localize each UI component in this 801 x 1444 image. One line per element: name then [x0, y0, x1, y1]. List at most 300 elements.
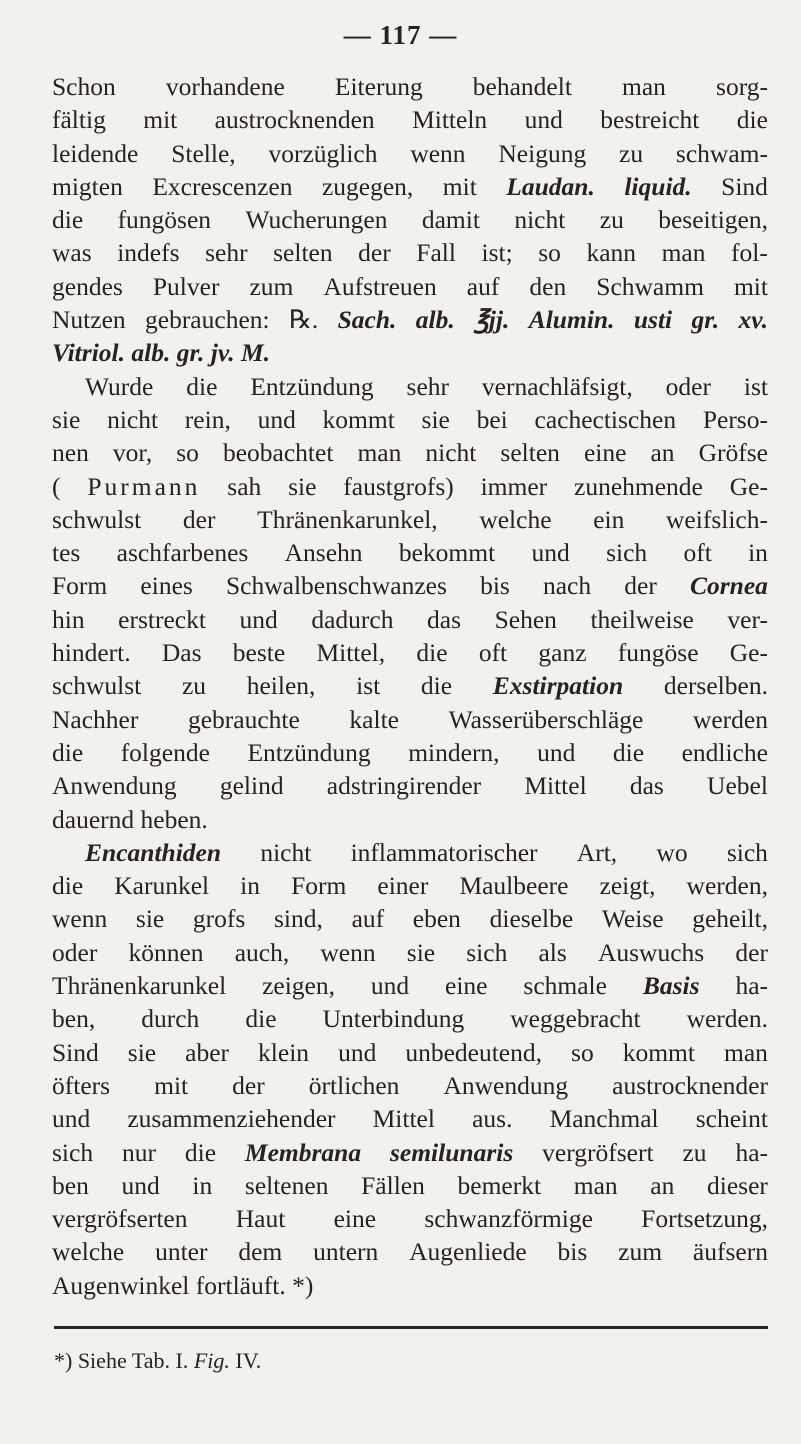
text-line [52, 836, 768, 869]
footnote-marker: *) Siehe Tab. I. [54, 1348, 194, 1373]
word: Laudan. [506, 171, 595, 201]
word: adstringirender [326, 771, 482, 801]
text-line [52, 436, 768, 469]
word: eine [333, 1204, 377, 1234]
word: Haut [235, 1204, 286, 1234]
word: gebrauchen: [145, 305, 270, 335]
word: die [186, 371, 218, 401]
word: sie [288, 471, 317, 501]
word: erstreckt [118, 604, 206, 634]
word: unbedeutend, [405, 1037, 542, 1067]
word: Mitteln [412, 105, 488, 135]
word: cachectischen [534, 404, 677, 434]
word: kalte [349, 704, 399, 734]
word: Art, [576, 837, 618, 867]
word: ganz [538, 638, 587, 668]
word: Schwalbenschwanzes [225, 571, 447, 601]
word: sich [466, 937, 508, 967]
word: ver- [727, 604, 768, 634]
word: mit [442, 171, 477, 201]
word: alb. [415, 305, 455, 335]
word: zu [181, 671, 207, 701]
word: vernachläfsigt, [481, 371, 633, 401]
word: nicht [514, 205, 566, 235]
text-line [52, 403, 768, 436]
word: Schwamm [596, 271, 704, 301]
word: äufsern [692, 1237, 768, 1267]
word: *) [292, 1270, 314, 1300]
word: ℥jj. [474, 305, 510, 335]
word: endliche [681, 737, 768, 767]
word: fungösen [117, 205, 212, 235]
word: die [416, 638, 448, 668]
word: können [128, 937, 204, 967]
text-line [52, 1069, 768, 1102]
word: Schon [52, 72, 116, 101]
word: Karunkel [114, 871, 210, 901]
word: beobachtet [222, 438, 334, 468]
word: fältig [52, 105, 106, 135]
text-line [52, 336, 768, 369]
word: als [538, 937, 567, 967]
word: welche [479, 504, 552, 534]
word: alb. [131, 338, 177, 368]
text-line [52, 1002, 768, 1035]
word: weggebracht [510, 1004, 641, 1034]
word: schwanzförmige [424, 1204, 593, 1234]
word: schwam- [675, 138, 768, 168]
word: fol- [731, 238, 768, 268]
word: Weise [601, 904, 664, 934]
text-line [52, 703, 768, 736]
word: das [427, 604, 462, 634]
word: sehr [205, 238, 248, 268]
word: bekommt [398, 538, 496, 568]
text-line [52, 1036, 768, 1069]
word: damit [421, 205, 480, 235]
word: welche [52, 1237, 125, 1267]
word: Wurde [85, 371, 154, 401]
word: ein [593, 504, 625, 534]
page-number: — 117 — [343, 20, 458, 50]
word: ist [356, 671, 381, 701]
word: die [52, 205, 84, 235]
text-line [52, 1169, 768, 1202]
word: die [184, 1137, 217, 1167]
word: auch, [234, 937, 290, 967]
word: Sehen [494, 604, 557, 634]
word: werden [692, 704, 768, 734]
word: sah [227, 471, 262, 501]
word: untern [313, 1237, 379, 1267]
word: der [358, 238, 391, 268]
word: auf [466, 271, 500, 301]
word: und [52, 1104, 91, 1134]
word: Nachher [52, 704, 139, 734]
text-line [52, 203, 768, 236]
word: und [531, 538, 570, 568]
word: Sind [721, 171, 768, 201]
word: ist [743, 371, 768, 401]
word: die [52, 871, 84, 901]
word: Sind [52, 1037, 99, 1067]
word: dem [238, 1237, 283, 1267]
word: aus. [472, 1104, 513, 1134]
word: zu [599, 205, 624, 235]
text-line [52, 1235, 768, 1268]
word: zugegen, [321, 171, 414, 201]
word: und [338, 1037, 377, 1067]
footnote-ref: Fig. [193, 1348, 230, 1373]
text-line [52, 303, 768, 336]
word: Ge- [729, 471, 768, 501]
word: vergröfserten [52, 1204, 188, 1234]
word: gebrauchte [187, 704, 300, 734]
word: vergröfsert [542, 1137, 654, 1167]
word: wo [656, 837, 688, 867]
word: zunehmende [574, 471, 703, 501]
word: Form [291, 871, 347, 901]
word: sie [127, 1037, 157, 1067]
word: in [192, 1170, 213, 1200]
word: Uebel [707, 771, 768, 801]
word: sich [606, 538, 648, 568]
word: oder [665, 371, 711, 401]
text-line [52, 536, 768, 569]
word: eines [140, 571, 193, 601]
word: seltenen [244, 1170, 329, 1200]
word: ben [52, 1170, 89, 1200]
word: örtlichen [308, 1070, 400, 1100]
word: Sach. [337, 305, 397, 335]
word: fungöse [617, 638, 699, 668]
word: Thränenkarunkel, [257, 504, 438, 534]
word: einer [377, 871, 429, 901]
word: Alumin. [528, 305, 615, 335]
word: theilweise [590, 604, 694, 634]
word: und [537, 737, 576, 767]
word: werden, [686, 871, 768, 901]
word: das [629, 771, 664, 801]
word: so [571, 1037, 594, 1067]
word: mindern, [408, 737, 500, 767]
word: in [748, 538, 768, 568]
word: durch [141, 1004, 200, 1034]
word: Membrana [244, 1137, 362, 1167]
word: weifslich- [666, 504, 768, 534]
text-line [52, 936, 768, 969]
word: indefs [117, 238, 180, 268]
word: der [232, 1070, 265, 1100]
word: Auswuchs [597, 937, 705, 967]
word: bei [476, 404, 508, 434]
word: Excrescenzen [152, 171, 293, 201]
text-line [52, 769, 768, 802]
word: was [52, 238, 92, 268]
word: beseitigen, [658, 205, 768, 235]
word: Neigung [498, 138, 587, 168]
word: zeigt, [599, 871, 656, 901]
word: dadurch [311, 604, 394, 634]
word: nen [52, 438, 89, 468]
word: klein [258, 1037, 310, 1067]
word: austrocknenden [214, 105, 375, 135]
word: bis [557, 1237, 588, 1267]
word: derselben. [663, 671, 768, 701]
word: so [176, 438, 199, 468]
word: Anwendung [443, 1070, 569, 1100]
text-line [52, 503, 768, 536]
word: sehr [406, 371, 449, 401]
word: auf [351, 904, 385, 934]
footnote [54, 1348, 261, 1374]
word: Manchmal [549, 1104, 659, 1134]
word: bemerkt [457, 1170, 542, 1200]
word: und [370, 971, 410, 1001]
word: wenn [52, 904, 108, 934]
word: beste [232, 638, 286, 668]
word: die [612, 737, 645, 767]
word: der [624, 571, 657, 601]
word: bis [480, 571, 510, 601]
text-line [52, 137, 768, 170]
word: Unterbindung [322, 1004, 465, 1034]
word: Mittel, [316, 638, 386, 668]
text-line [52, 1269, 768, 1302]
word: oder [52, 937, 98, 967]
word: die [736, 105, 768, 135]
word: zeigen, [262, 971, 335, 1001]
word: Augenwinkel [52, 1270, 196, 1300]
word: liquid. [624, 171, 692, 201]
text-line [52, 636, 768, 669]
word: Aufstreuen [323, 271, 437, 301]
word: Fällen [361, 1170, 425, 1200]
text-line [52, 569, 768, 602]
word: Exstirpation [492, 671, 624, 701]
word: kann [586, 238, 637, 268]
word: heben. [140, 804, 208, 834]
text-line [52, 603, 768, 636]
word: sie [406, 937, 436, 967]
word: die [52, 737, 84, 767]
word: dieselbe [489, 904, 574, 934]
word: an [650, 438, 675, 468]
word: schwulst [52, 504, 142, 534]
word: man [724, 1037, 768, 1067]
word: rein, [184, 404, 231, 434]
word: selten [500, 438, 560, 468]
word: nach [542, 571, 592, 601]
word: selten [273, 238, 333, 268]
word: ha- [735, 971, 768, 1001]
word: Basis [642, 971, 700, 1001]
word: ha- [735, 1137, 768, 1167]
word: öfters [52, 1070, 111, 1100]
word: Augenliede [409, 1237, 527, 1267]
text-line [52, 1136, 768, 1169]
word: Stelle, [171, 138, 236, 168]
word: gr. [691, 305, 720, 335]
word: Mittel [524, 771, 587, 801]
word: vorhandene [165, 72, 285, 101]
word: bestreicht [600, 105, 700, 135]
word: nur [121, 1137, 156, 1167]
word: zusammenziehender [127, 1104, 336, 1134]
word: eine [583, 438, 627, 468]
text-line [52, 470, 768, 503]
word: die [420, 671, 453, 701]
word: wenn [410, 138, 466, 168]
text-line [52, 902, 768, 935]
word: grofs [192, 904, 246, 934]
word: Gröfse [698, 438, 768, 468]
word: kommt [322, 404, 395, 434]
word: vor, [112, 438, 153, 468]
word: schmale [523, 971, 607, 1001]
text-line [52, 103, 768, 136]
word: hin [52, 604, 85, 634]
word: man [357, 438, 402, 468]
word: jv. [210, 338, 241, 368]
word: zum [618, 1237, 663, 1267]
word: nicht [425, 438, 477, 468]
word: Form [52, 571, 108, 601]
word: sie [421, 404, 450, 434]
word: folgende [120, 737, 210, 767]
text-line [52, 1202, 768, 1235]
word: migten [52, 171, 123, 201]
word: Mittel [372, 1104, 435, 1134]
footnote-divider [54, 1326, 768, 1329]
word: eine [445, 971, 488, 1001]
word: schwulst [52, 671, 142, 701]
word: oft [683, 538, 712, 568]
word: sich [726, 837, 768, 867]
word: geheilt, [692, 904, 768, 934]
text-line [52, 370, 768, 403]
word: Wasserüberschläge [448, 704, 644, 734]
word: mit [143, 105, 178, 135]
word: Pulver [152, 271, 220, 301]
word: Wucherungen [245, 205, 388, 235]
word: Fall [416, 238, 456, 268]
word: Nutzen [52, 305, 126, 335]
word: kommt [622, 1037, 695, 1067]
word: M. [240, 338, 271, 368]
word: eben [412, 904, 461, 934]
word: nicht [107, 404, 159, 434]
word: Das [161, 638, 202, 668]
word: nicht [260, 837, 312, 867]
word: Ansehn [284, 538, 363, 568]
word: zu [682, 1137, 707, 1167]
word: die [245, 1004, 277, 1034]
body-text [52, 70, 768, 1302]
word: aber [185, 1037, 230, 1067]
word: Fortsetzung, [641, 1204, 768, 1234]
text-line [52, 669, 768, 702]
word: austrocknender [612, 1070, 768, 1100]
word: oft [478, 638, 508, 668]
text-line [52, 803, 768, 836]
word: den [529, 271, 567, 301]
word: immer [480, 471, 548, 501]
word: inflammatorischer [350, 837, 538, 867]
text-line [52, 1102, 768, 1135]
footnote-tail: IV. [229, 1348, 262, 1373]
word: man [573, 1170, 618, 1200]
word: mit [733, 271, 768, 301]
word: und [121, 1170, 160, 1200]
word: wenn [320, 937, 376, 967]
word: der [735, 937, 768, 967]
word: in [240, 871, 261, 901]
text-line [52, 969, 768, 1002]
word: gr. [176, 338, 211, 368]
word: und [257, 404, 296, 434]
word: fortläuft. [195, 1270, 293, 1300]
word: ( [52, 471, 61, 501]
word: usti [633, 305, 673, 335]
word: scheint [695, 1104, 768, 1134]
word: der [182, 504, 216, 534]
word: Anwendung [52, 771, 177, 801]
word: dauernd [52, 804, 141, 834]
word: tes [52, 538, 81, 568]
word: zu [619, 138, 644, 168]
word: xv. [738, 305, 768, 335]
word: gelind [219, 771, 284, 801]
word: Cornea [690, 571, 768, 601]
word: sie [52, 404, 81, 434]
word: Encanthiden [85, 837, 222, 867]
word: gendes [52, 271, 123, 301]
word: und [524, 105, 563, 135]
word: Maulbeere [459, 871, 569, 901]
word: Entzündung [250, 371, 374, 401]
word: dieser [707, 1170, 768, 1200]
text-line [52, 869, 768, 902]
word: man [661, 238, 706, 268]
word: und [239, 604, 278, 634]
word: sind, [274, 904, 323, 934]
word: Vitriol. [52, 338, 132, 368]
word: Perso- [702, 404, 768, 434]
word: so [538, 238, 561, 268]
word: Purmann [87, 471, 201, 501]
word: sich [52, 1137, 94, 1167]
word: hindert. [52, 638, 131, 668]
word: Thränenkarunkel [52, 971, 227, 1001]
word: man [622, 72, 666, 101]
word: semilunaris [389, 1137, 514, 1167]
text-line [52, 270, 768, 303]
word: mit [154, 1070, 189, 1100]
word: ist; [481, 238, 513, 268]
text-line [52, 236, 768, 269]
word: werden. [686, 1004, 768, 1034]
text-line [52, 170, 768, 203]
word: unter [155, 1237, 208, 1267]
word: ben, [52, 1004, 96, 1034]
word: aschfarbenes [116, 538, 249, 568]
text-line [52, 70, 768, 103]
word: Entzündung [247, 737, 371, 767]
word: Eiterung [334, 72, 423, 101]
word: sie [135, 904, 165, 934]
word: vorzüglich [268, 138, 378, 168]
